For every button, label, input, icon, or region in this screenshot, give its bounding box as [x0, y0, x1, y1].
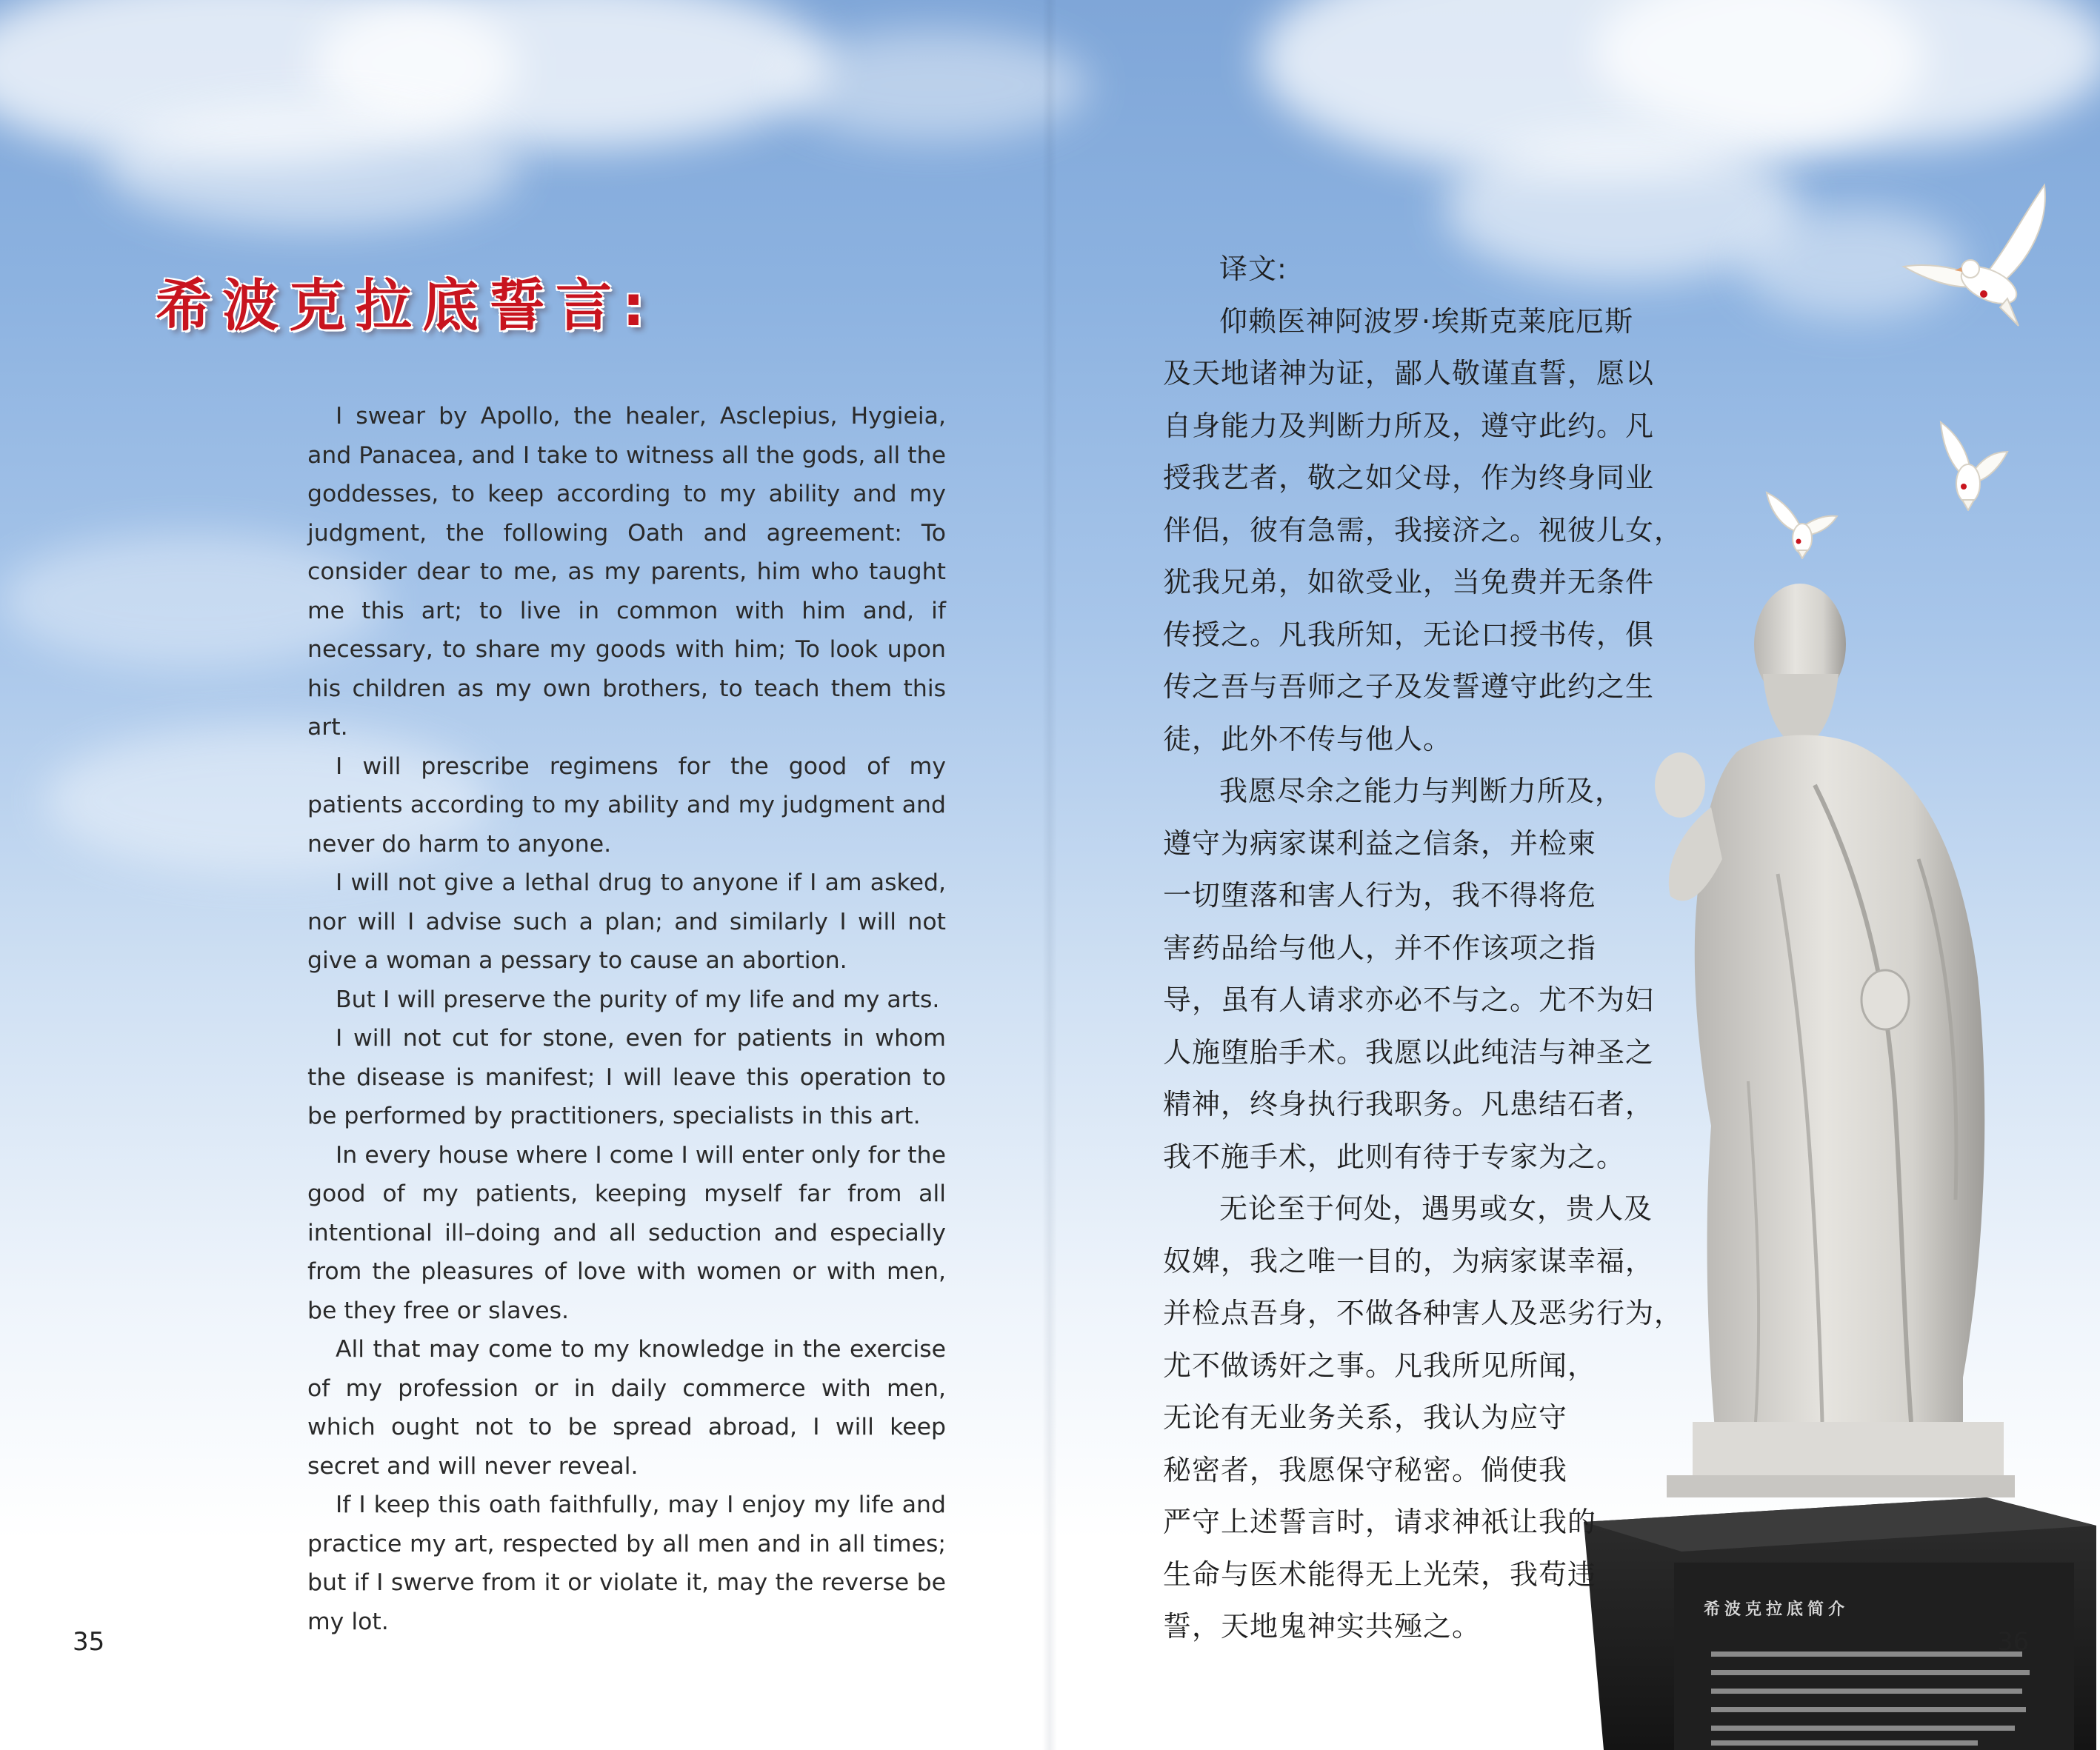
chinese-line: 害药品给与他人，并不作该项之指	[1163, 931, 1597, 964]
chinese-line: 我愿尽余之能力与判断力所及，	[1219, 775, 1624, 807]
chinese-line: 仰赖医神阿波罗·埃斯克莱庇厄斯	[1219, 304, 1634, 338]
hippocrates-statue	[1578, 563, 2100, 1750]
chinese-line: 及天地诸神为证，鄙人敬谨直誓，愿以	[1163, 357, 1655, 390]
chinese-line: 人施堕胎手术。我愿以此纯洁与神圣之	[1163, 1035, 1655, 1069]
english-paragraph: I will not cut for stone, even for patients in whom the disease is manifest; I will leave this operation to be performed by practitioners, specialists in this art.	[307, 1025, 946, 1129]
chinese-line: 犹我兄弟，如欲受业，当免费并无条件	[1163, 566, 1655, 598]
chinese-line: 徒，此外不传与他人。	[1163, 722, 1453, 755]
plaque-title: 希波克拉底简介	[1704, 1600, 1850, 1619]
english-oath-text	[307, 397, 946, 1641]
dove-icon	[1900, 181, 2056, 330]
chinese-line: 精神，终身执行我职务。凡患结石者，	[1163, 1088, 1655, 1121]
chinese-paragraph	[1163, 1183, 1684, 1653]
dove-icon	[1759, 485, 1841, 559]
chinese-line: 一切堕落和害人行为，我不得将危	[1163, 879, 1597, 912]
chinese-line: 奴婢，我之唯一目的，为病家谋幸福，	[1163, 1244, 1655, 1278]
english-paragraph: I swear by Apollo, the healer, Asclepius, Hygieia, and Panacea, and I take to witness all the gods, all the goddesses, to keep according to my ability and my judgment, the following Oath and agreement: To consider dear to me, as my parents, him who taught me this art; to live in common with him and, if necessary, to share my goods with him; To look upon his children as my own brothers, to teach them this art.	[307, 403, 946, 741]
chinese-line: 秘密者，我愿保守秘密。倘使我	[1163, 1453, 1568, 1486]
chinese-line: 尤不做诱奸之事。凡我所见所闻，	[1163, 1349, 1597, 1382]
english-paragraph: In every house where I come I will enter only for the good of my patients, keeping myself far from all intentional ill–doing and all seduction and especially from the pleasures of love with women or with men, be they free or slaves.	[307, 1141, 946, 1324]
page-number-left: 35	[73, 1627, 105, 1657]
chinese-line: 并检点吾身，不做各种害人及恶劣行为，	[1163, 1297, 1684, 1329]
chinese-translation	[1163, 243, 1684, 1653]
chinese-paragraph	[1163, 295, 1684, 766]
english-paragraph: If I keep this oath faithfully, may I enjoy my life and practice my art, respected by all men and in all times; but if I swerve from it or violate it, may the reverse be my lot.	[307, 1492, 946, 1635]
chinese-line: 授我艺者，敬之如父母，作为终身同业	[1163, 461, 1655, 494]
chinese-line: 传之吾与吾师之子及发誓遵守此约之生	[1163, 670, 1655, 703]
page-title: 希波克拉底誓言:	[156, 273, 656, 338]
chinese-line: 传授之。凡我所知，无论口授书传，俱	[1163, 618, 1655, 651]
chinese-line: 生命与医术能得无上光荣，我苟违	[1163, 1557, 1597, 1591]
spine-shadow	[1042, 0, 1057, 1750]
english-paragraph: But I will preserve the purity of my life and my arts.	[336, 986, 940, 1013]
chinese-line: 誓，天地鬼神实共殛之。	[1163, 1610, 1481, 1643]
cloud	[104, 104, 519, 230]
page-number-right: 36	[1997, 1627, 2030, 1657]
chinese-line: 自身能力及判断力所及，遵守此约。凡	[1163, 409, 1655, 442]
chinese-line: 无论有无业务关系，我认为应守	[1163, 1401, 1568, 1434]
translation-label: 译文:	[1219, 253, 1287, 285]
dove-icon	[1915, 418, 2011, 511]
chinese-line: 导，虽有人请求亦必不与之。尤不为妇	[1163, 983, 1655, 1016]
english-paragraph: I will prescribe regimens for the good of my patients according to my ability and my judgment and never do harm to anyone.	[307, 752, 946, 858]
chinese-line: 遵守为病家谋利益之信条，并检柬	[1163, 826, 1597, 860]
english-paragraph: I will not give a lethal drug to anyone if I am asked, nor will I advise such a plan; and similarly I will not give a woman a pessary to cause an abortion.	[307, 869, 946, 974]
english-paragraph: All that may come to my knowledge in the exercise of my profession or in daily commerce with men, which ought not to be spread abroad, I will keep secret and will never reveal.	[307, 1336, 946, 1480]
chinese-line: 严守上述誓言时，请求神祇让我的	[1163, 1506, 1597, 1538]
chinese-line: 我不施手术，此则有待于专家为之。	[1163, 1140, 1626, 1173]
chinese-paragraph	[1163, 765, 1655, 1183]
chinese-line: 无论至于何处，遇男或女，贵人及	[1219, 1192, 1653, 1225]
chinese-line: 伴侣，彼有急需，我接济之。视彼儿女，	[1163, 513, 1684, 547]
